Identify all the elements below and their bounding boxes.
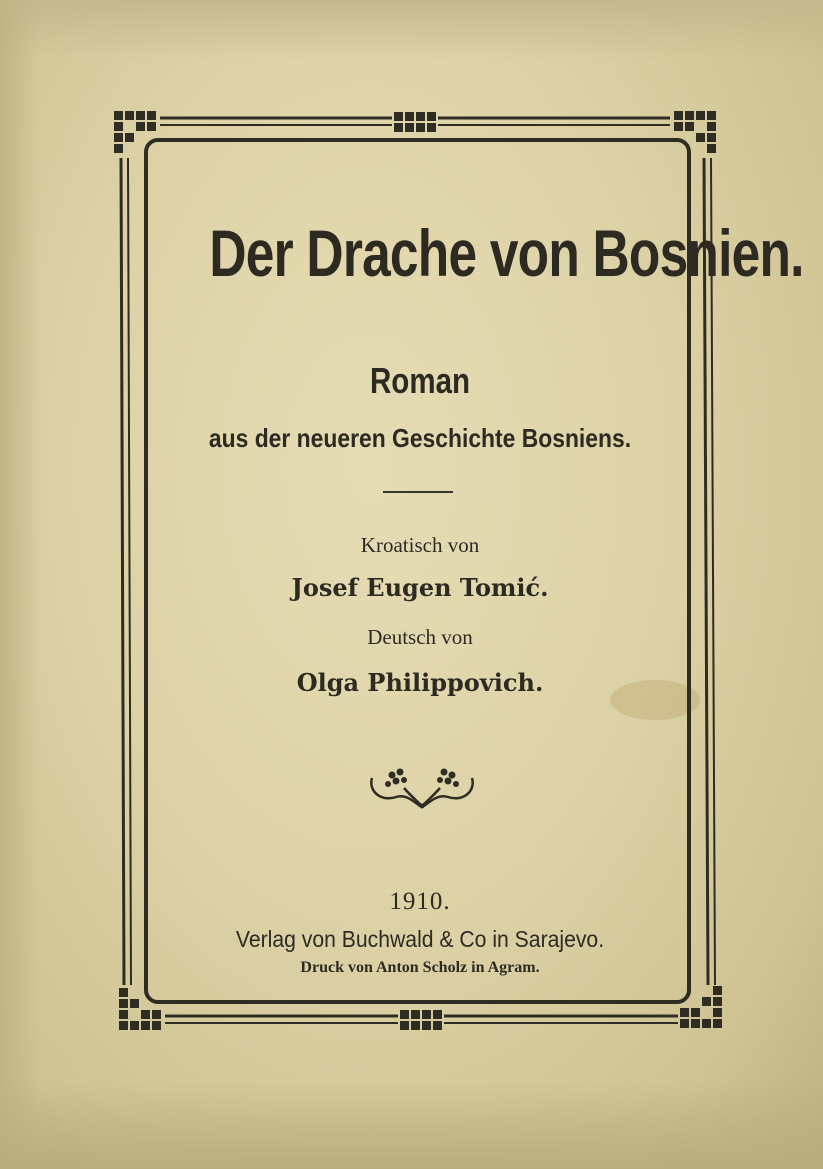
original-language-label: Kroatisch von: [360, 533, 480, 557]
author-name: Josef Eugen Tomić.: [291, 573, 549, 602]
book-title: Der Drache von Bosnien.: [209, 216, 804, 290]
center-block-ornament-icon: [400, 1010, 442, 1030]
corner-block-ornament-icon: [680, 986, 722, 1028]
corner-block-ornament-icon: [119, 988, 161, 1030]
publication-year: 1910.: [389, 888, 451, 915]
floral-ornament-icon: [371, 769, 472, 809]
corner-block-ornament-icon: [114, 111, 156, 153]
center-block-ornament-icon: [394, 112, 436, 132]
corner-block-ornament-icon: [674, 111, 716, 153]
book-subtitle: Roman: [369, 360, 471, 401]
publisher-line: Verlag von Buchwald & Co in Sarajevo.: [235, 926, 605, 952]
translation-language-label: Deutsch von: [367, 625, 473, 649]
printer-line: Druck von Anton Scholz in Agram.: [300, 959, 540, 976]
book-subtitle-detail: aus der neueren Geschichte Bosniens.: [208, 423, 632, 453]
divider-rule: [383, 491, 453, 493]
translator-name: Olga Philippovich.: [296, 668, 544, 697]
